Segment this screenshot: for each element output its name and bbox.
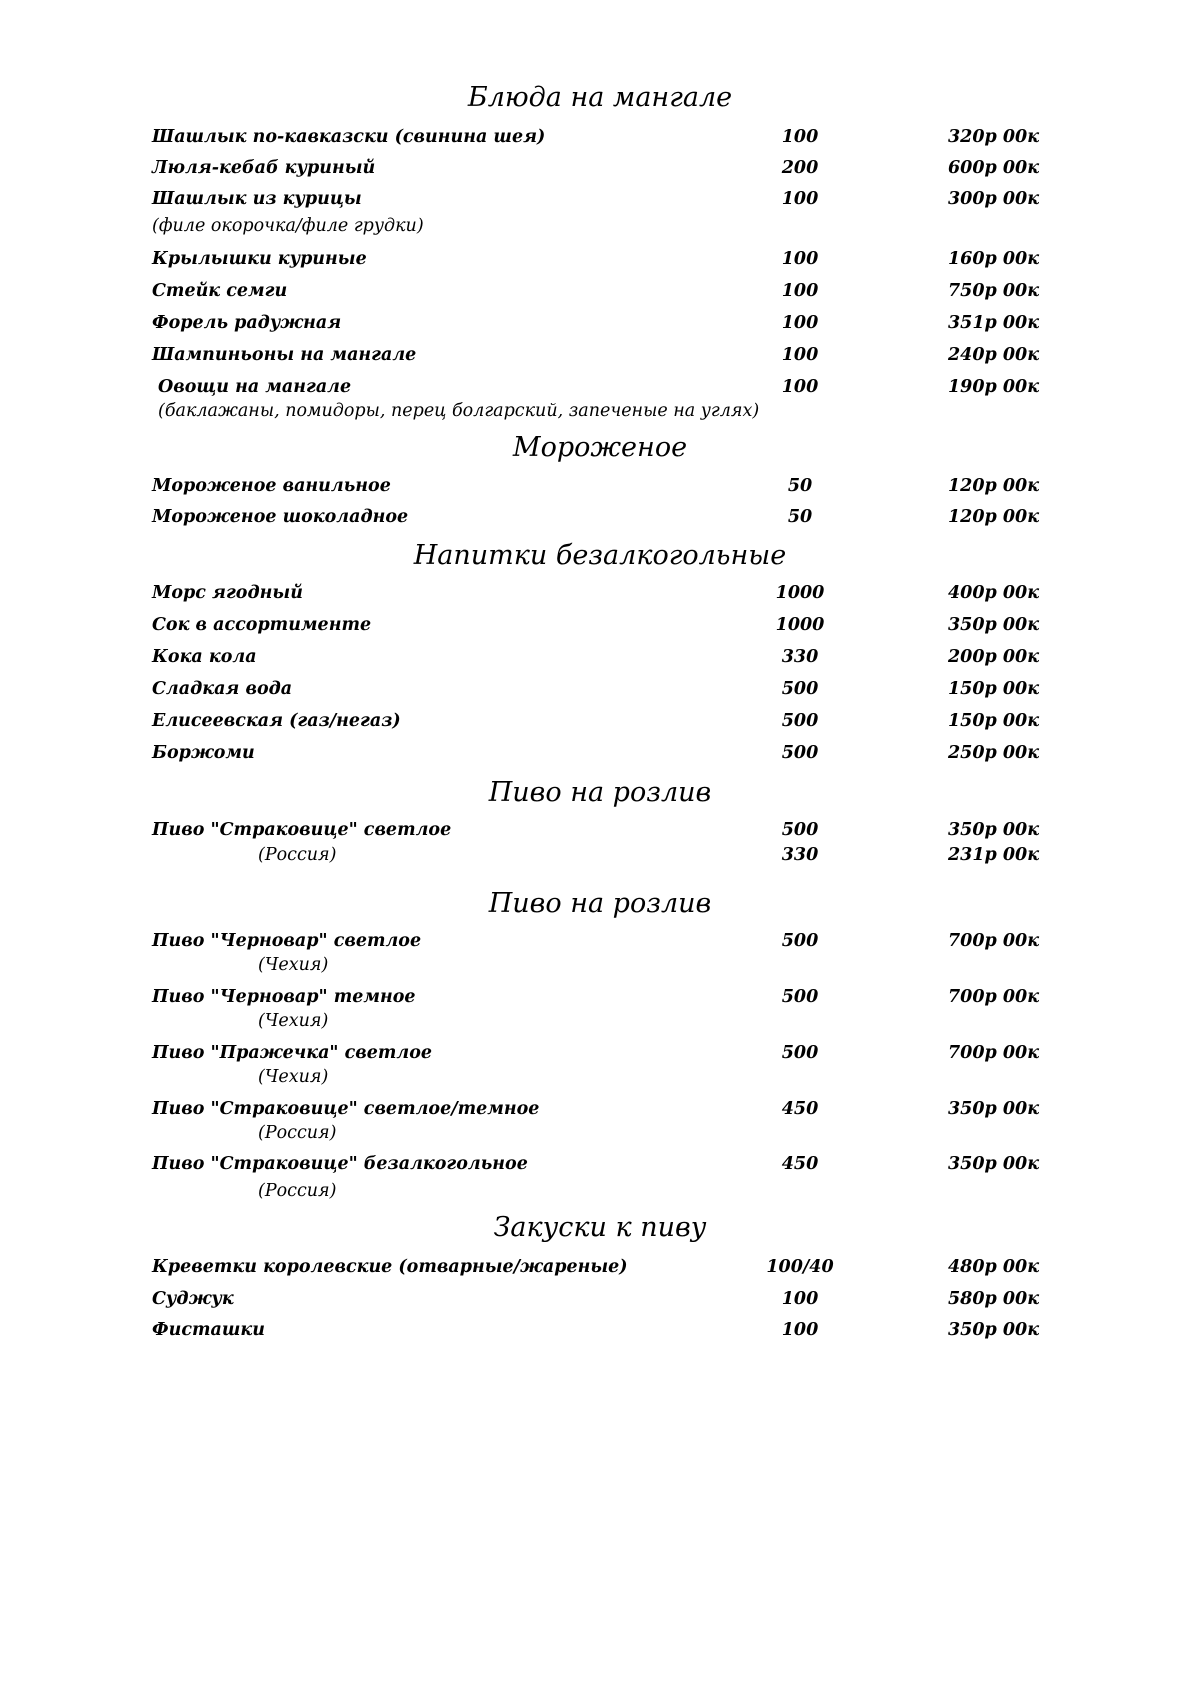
- item-name: Пиво "Черновар" темное: [152, 987, 416, 1007]
- item-origin: (Россия): [258, 845, 337, 865]
- section-title-beer-snacks: Закуски к пиву: [493, 1212, 707, 1243]
- item-price: 600р 00к: [948, 158, 1040, 178]
- menu-item: [0, 647, 1200, 677]
- item-price: 700р 00к: [948, 987, 1040, 1007]
- item-name: Пиво "Пражечка" светлое: [152, 1043, 433, 1063]
- item-price: 700р 00к: [948, 931, 1040, 951]
- item-qty-alt: 330: [781, 845, 819, 865]
- item-name: Мороженое шоколадное: [152, 507, 409, 527]
- menu-item: [0, 1289, 1200, 1319]
- item-name: Шампиньоны на мангале: [152, 345, 417, 365]
- item-qty: 1000: [775, 615, 825, 635]
- menu-item: [0, 249, 1200, 279]
- menu-item: [0, 313, 1200, 343]
- item-name: Пиво "Страковице" безалкогольное: [152, 1154, 528, 1174]
- item-name: Креветки королевские (отварные/жареные): [152, 1257, 628, 1277]
- menu-item: [0, 1154, 1200, 1184]
- item-origin: (Чехия): [258, 1067, 329, 1087]
- item-qty: 100: [781, 377, 819, 397]
- menu-item: [0, 1320, 1200, 1350]
- menu-item: [0, 189, 1200, 219]
- menu-item: [0, 345, 1200, 375]
- menu-item: [0, 615, 1200, 645]
- item-qty: 50: [787, 507, 813, 527]
- menu-item-origin-row: [0, 1181, 1200, 1211]
- menu-item-origin-row: [0, 1123, 1200, 1153]
- item-name: Пиво "Черновар" светлое: [152, 931, 422, 951]
- item-origin: (Россия): [258, 1123, 337, 1143]
- item-name: Сладкая вода: [152, 679, 293, 699]
- item-qty: 450: [781, 1099, 819, 1119]
- item-qty: 500: [781, 820, 819, 840]
- item-price: 350р 00к: [948, 1320, 1040, 1340]
- section-title-soft-drinks: Напитки безалкогольные: [413, 540, 787, 571]
- item-qty: 100: [781, 345, 819, 365]
- item-name: Шашлык по-кавказски (свинина шея): [152, 127, 546, 147]
- item-price-alt: 231р 00к: [948, 845, 1040, 865]
- menu-item: [0, 158, 1200, 188]
- item-price: 480р 00к: [948, 1257, 1040, 1277]
- item-price: 700р 00к: [948, 1043, 1040, 1063]
- menu-item: [0, 507, 1200, 537]
- item-name: Овощи на мангале: [158, 377, 352, 397]
- menu-item-note-row: [0, 216, 1200, 246]
- menu-item-origin-row: [0, 955, 1200, 985]
- item-price: 350р 00к: [948, 1154, 1040, 1174]
- item-price: 580р 00к: [948, 1289, 1040, 1309]
- item-price: 350р 00к: [948, 615, 1040, 635]
- item-price: 190р 00к: [948, 377, 1040, 397]
- item-note: (баклажаны, помидоры, перец болгарский, запеченые на углях): [158, 401, 760, 421]
- item-name: Мороженое ванильное: [152, 476, 391, 496]
- item-price: 150р 00к: [948, 679, 1040, 699]
- item-price: 160р 00к: [948, 249, 1040, 269]
- item-qty: 100: [781, 127, 819, 147]
- item-price: 250р 00к: [948, 743, 1040, 763]
- menu-item: [0, 743, 1200, 773]
- menu-item-origin-row: [0, 845, 1200, 875]
- item-qty: 100: [781, 1289, 819, 1309]
- item-price: 750р 00к: [948, 281, 1040, 301]
- item-name: Суджук: [152, 1289, 234, 1309]
- menu-item: [0, 127, 1200, 157]
- item-price: 400р 00к: [948, 583, 1040, 603]
- item-name: Елисеевская (газ/негаз): [152, 711, 401, 731]
- section-title-grill: Блюда на мангале: [467, 82, 733, 113]
- item-price: 200р 00к: [948, 647, 1040, 667]
- item-qty: 500: [781, 1043, 819, 1063]
- item-price: 350р 00к: [948, 1099, 1040, 1119]
- item-qty: 500: [781, 679, 819, 699]
- item-price: 150р 00к: [948, 711, 1040, 731]
- item-name: Шашлык из курицы: [152, 189, 362, 209]
- item-price: 120р 00к: [948, 476, 1040, 496]
- item-price: 120р 00к: [948, 507, 1040, 527]
- item-qty: 100: [781, 281, 819, 301]
- section-title-ice-cream: Мороженое: [512, 432, 688, 463]
- item-qty: 100/40: [766, 1257, 834, 1277]
- item-name: Форель радужная: [152, 313, 342, 333]
- section-title-draft-beer-2: Пиво на розлив: [488, 888, 712, 919]
- item-price: 240р 00к: [948, 345, 1040, 365]
- menu-item: [0, 281, 1200, 311]
- menu-item-origin-row: [0, 1067, 1200, 1097]
- item-qty: 100: [781, 313, 819, 333]
- item-name: Пиво "Страковице" светлое/темное: [152, 1099, 540, 1119]
- item-qty: 100: [781, 1320, 819, 1340]
- item-qty: 1000: [775, 583, 825, 603]
- item-qty: 100: [781, 189, 819, 209]
- item-qty: 100: [781, 249, 819, 269]
- section-title-draft-beer: Пиво на розлив: [488, 777, 712, 808]
- item-name: Крылышки куриные: [152, 249, 367, 269]
- item-name: Пиво "Страковице" светлое: [152, 820, 452, 840]
- item-origin: (Россия): [258, 1181, 337, 1201]
- item-name: Люля-кебаб куриный: [152, 158, 376, 178]
- item-note: (филе окорочка/филе грудки): [152, 216, 424, 236]
- item-name: Боржоми: [152, 743, 255, 763]
- item-price: 351р 00к: [948, 313, 1040, 333]
- item-qty: 500: [781, 987, 819, 1007]
- item-qty: 200: [781, 158, 819, 178]
- menu-item: [0, 1257, 1200, 1287]
- item-name: Фисташки: [152, 1320, 265, 1340]
- item-qty: 50: [787, 476, 813, 496]
- menu-item: [0, 476, 1200, 506]
- item-origin: (Чехия): [258, 955, 329, 975]
- item-qty: 450: [781, 1154, 819, 1174]
- item-name: Сок в ассортименте: [152, 615, 372, 635]
- item-origin: (Чехия): [258, 1011, 329, 1031]
- item-name: Морс ягодный: [152, 583, 303, 603]
- item-qty: 500: [781, 711, 819, 731]
- item-name: Кока кола: [152, 647, 257, 667]
- menu-item: [0, 679, 1200, 709]
- menu-item: [0, 583, 1200, 613]
- item-name: Стейк семги: [152, 281, 288, 301]
- item-price: 300р 00к: [948, 189, 1040, 209]
- menu-item-note-row: [0, 401, 1200, 431]
- item-price: 320р 00к: [948, 127, 1040, 147]
- menu-item-origin-row: [0, 1011, 1200, 1041]
- menu-item: [0, 711, 1200, 741]
- item-qty: 500: [781, 931, 819, 951]
- item-qty: 330: [781, 647, 819, 667]
- item-qty: 500: [781, 743, 819, 763]
- item-price: 350р 00к: [948, 820, 1040, 840]
